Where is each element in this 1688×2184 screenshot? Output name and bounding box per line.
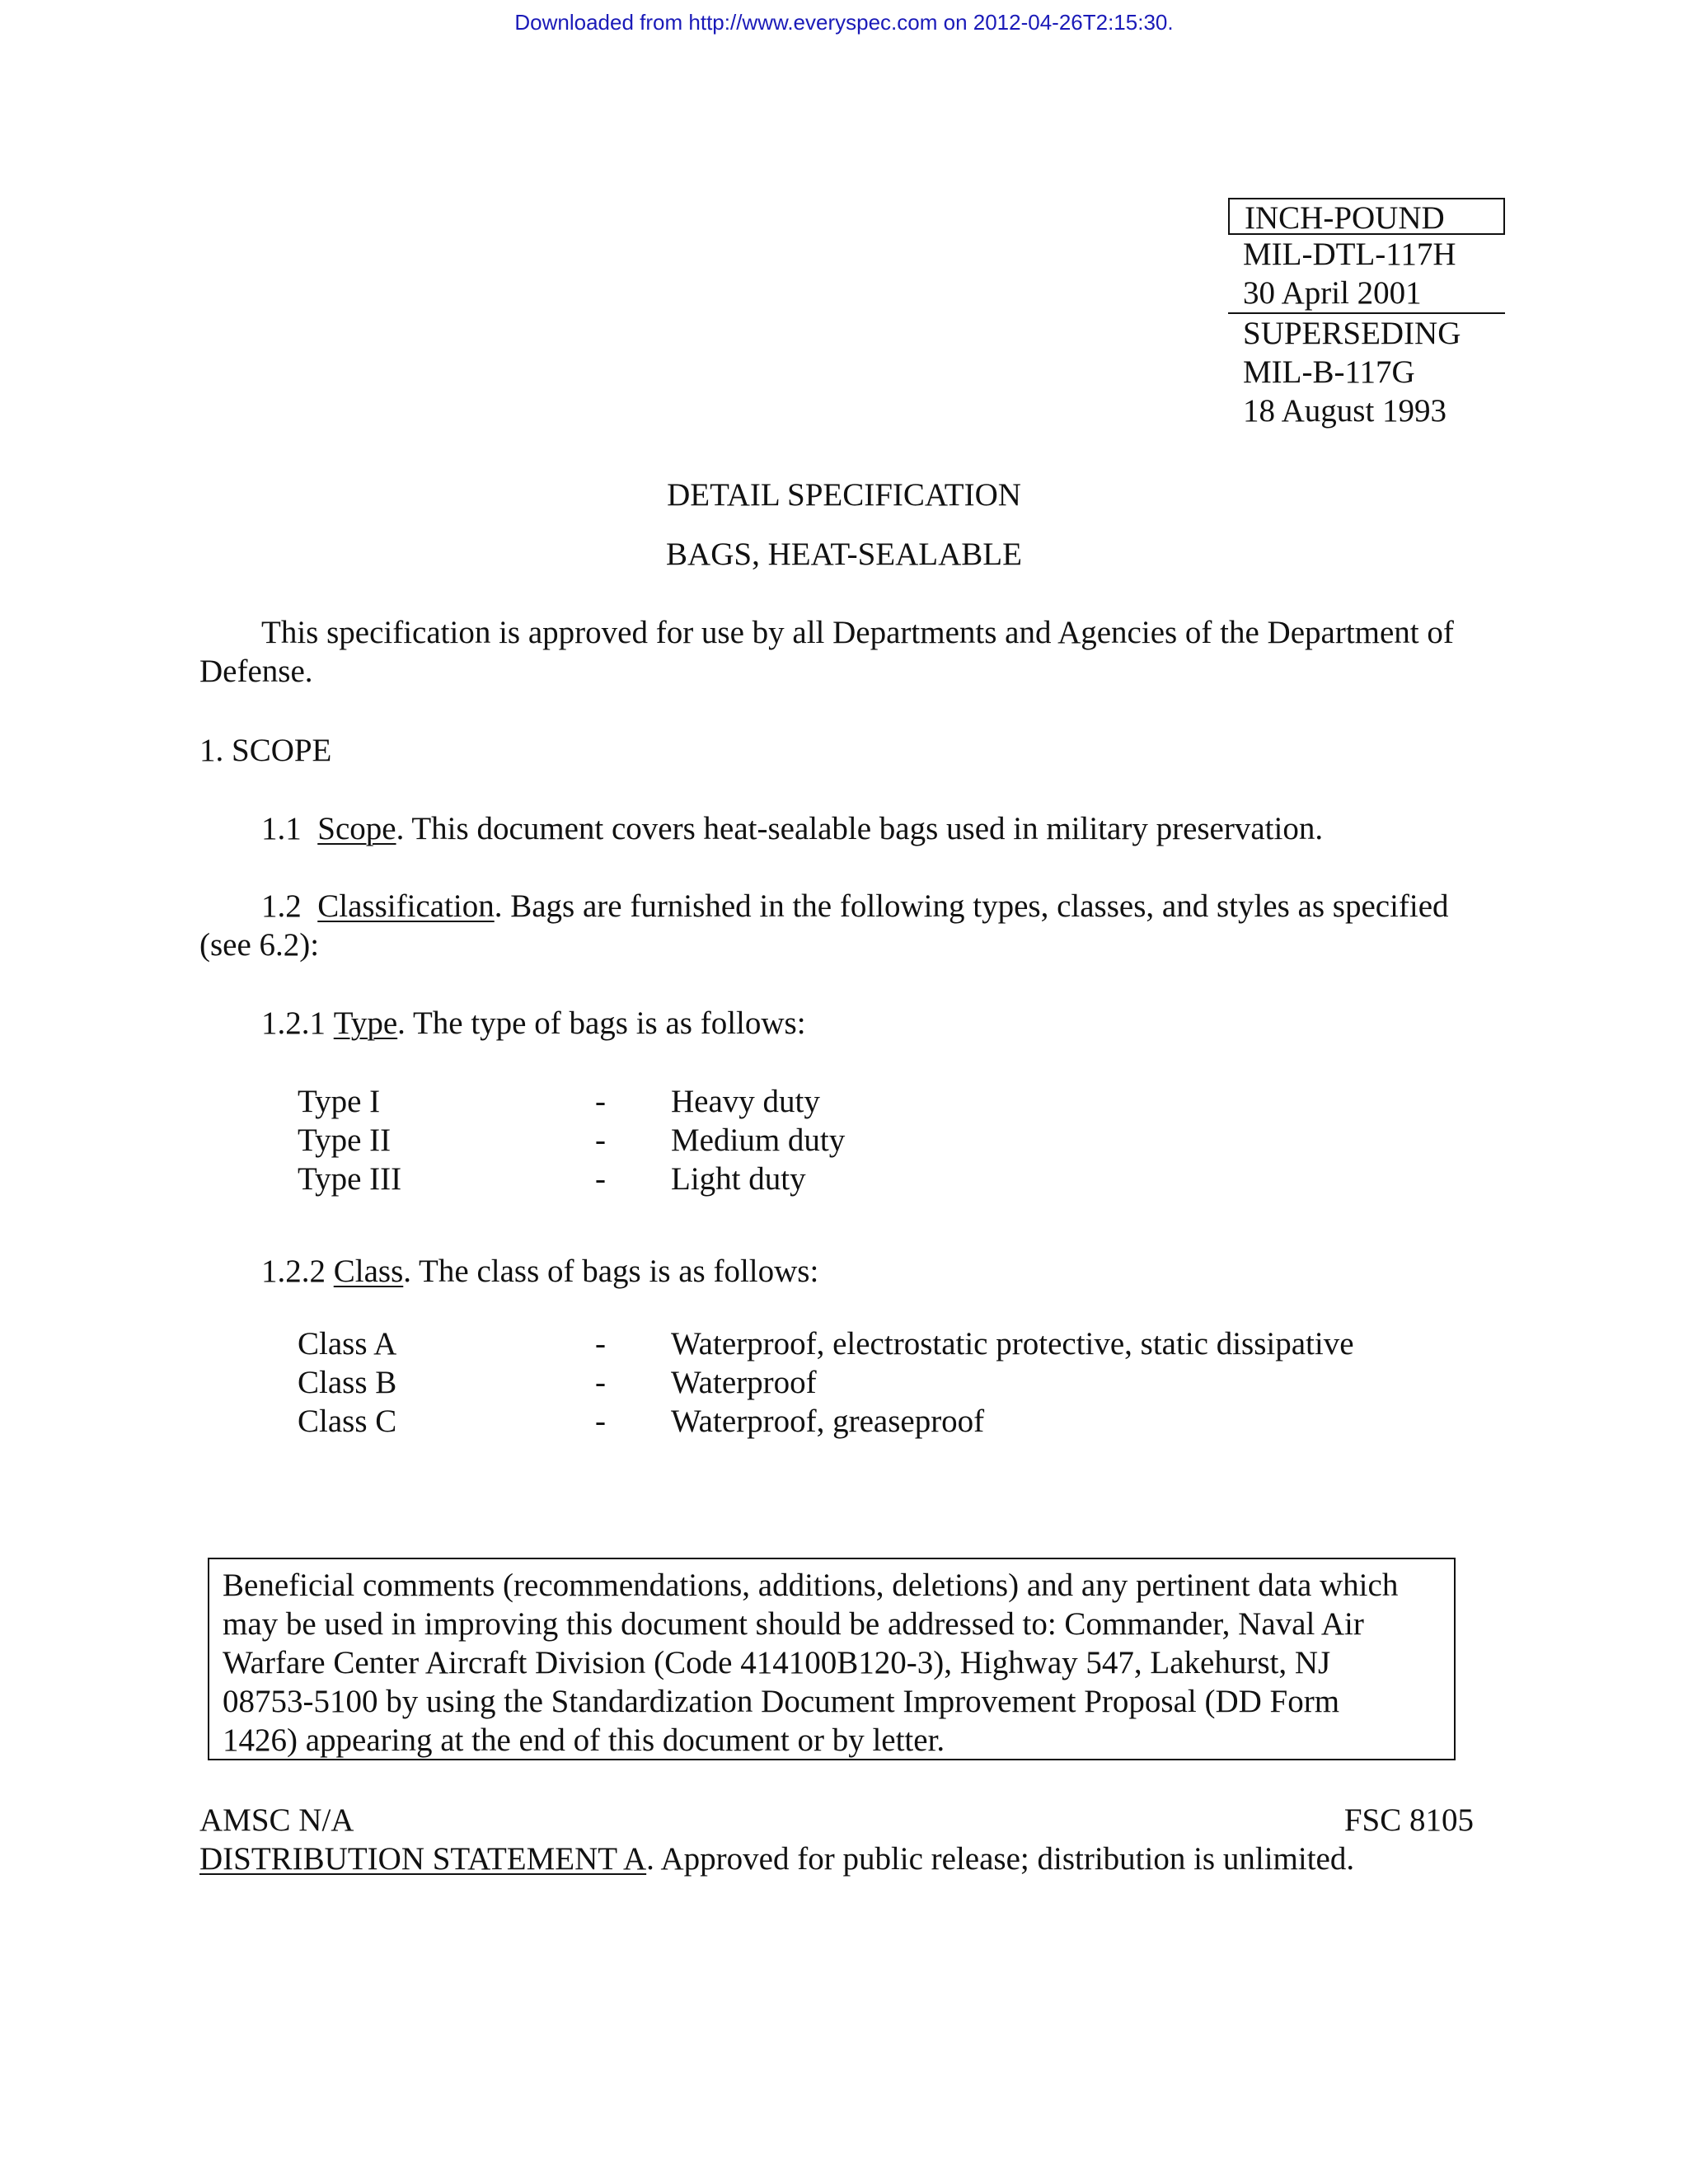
inch-pound-label: INCH-POUND	[1228, 198, 1505, 235]
paragraph-1-2-2-class	[199, 1252, 1485, 1291]
dash-separator: -	[595, 1404, 606, 1439]
paragraph-text-continued: (see 6.2):	[199, 927, 320, 963]
footer-codes	[199, 1801, 1474, 1840]
superseding-label: SUPERSEDING	[1243, 316, 1461, 351]
approval-line-2: Defense.	[199, 654, 313, 689]
approval-line-1: This specification is approved for use by all Departments and Agencies of the Department of	[261, 615, 1454, 650]
paragraph-text: . Bags are furnished in the following types, classes, and styles as specified	[494, 888, 1449, 924]
paragraph-number: 1.2.2	[261, 1254, 326, 1289]
class-description: Waterproof, greaseproof	[671, 1404, 985, 1439]
amsc-code: AMSC N/A	[199, 1802, 354, 1838]
distribution-label: DISTRIBUTION STATEMENT A	[199, 1841, 647, 1877]
paragraph-label: Classification	[317, 888, 495, 924]
type-description: Heavy duty	[671, 1084, 820, 1119]
type-name: Type III	[298, 1161, 402, 1197]
comments-line: 08753-5100 by using the Standardization Document Improvement Proposal (DD Form	[223, 1684, 1340, 1719]
type-name: Type II	[298, 1122, 392, 1158]
paragraph-1-1-scope	[199, 809, 1485, 848]
class-name: Class A	[298, 1326, 397, 1361]
paragraph-1-2-1-type	[199, 1004, 1485, 1043]
document-identifier-block	[1228, 198, 1505, 430]
specification-type-title: DETAIL SPECIFICATION	[667, 477, 1021, 513]
paragraph-1-2-classification	[199, 887, 1485, 964]
class-name: Class B	[298, 1365, 397, 1400]
comments-line: Beneficial comments (recommendations, additions, deletions) and any pertinent data which	[223, 1568, 1399, 1603]
paragraph-label: Class	[333, 1254, 404, 1289]
dash-separator: -	[595, 1084, 606, 1119]
document-date: 30 April 2001	[1228, 274, 1505, 314]
paragraph-number: 1.2.1	[261, 1005, 326, 1041]
type-name: Type I	[298, 1084, 381, 1119]
paragraph-number: 1.2	[261, 888, 302, 924]
beneficial-comments-box	[208, 1558, 1456, 1760]
section-heading-scope: 1. SCOPE	[199, 733, 332, 768]
comments-line: 1426) appearing at the end of this document or by letter.	[223, 1722, 945, 1758]
approval-statement	[199, 613, 1485, 691]
type-description: Medium duty	[671, 1122, 846, 1158]
type-description: Light duty	[671, 1161, 806, 1197]
document-number: MIL-DTL-117H	[1243, 237, 1456, 272]
class-description: Waterproof	[671, 1365, 817, 1400]
superseded-document-number: MIL-B-117G	[1243, 354, 1415, 390]
download-source-note: Downloaded from http://www.everyspec.com on 2012-04-26T2:15:30.	[514, 10, 1174, 35]
paragraph-label: Scope	[317, 811, 396, 846]
fsc-code: FSC 8105	[1343, 1802, 1474, 1838]
dash-separator: -	[595, 1122, 606, 1158]
dash-separator: -	[595, 1326, 606, 1361]
paragraph-text: . This document covers heat-sealable bags used in military preservation.	[396, 811, 1324, 846]
distribution-statement	[199, 1840, 1354, 1878]
class-description: Waterproof, electrostatic protective, static dissipative	[671, 1326, 1354, 1361]
paragraph-number: 1.1	[261, 811, 302, 846]
distribution-text: . Approved for public release; distribution is unlimited.	[646, 1841, 1355, 1877]
dash-separator: -	[595, 1365, 606, 1400]
class-name: Class C	[298, 1404, 397, 1439]
paragraph-text: . The type of bags is as follows:	[397, 1005, 806, 1041]
paragraph-label: Type	[333, 1005, 398, 1041]
superseded-document-date: 18 August 1993	[1243, 393, 1447, 429]
specification-subject-title: BAGS, HEAT-SEALABLE	[666, 537, 1022, 572]
paragraph-text: . The class of bags is as follows:	[403, 1254, 819, 1289]
dash-separator: -	[595, 1161, 606, 1197]
comments-line: Warfare Center Aircraft Division (Code 414100B120-3), Highway 547, Lakehurst, NJ	[223, 1645, 1331, 1680]
comments-line: may be used in improving this document should be addressed to: Commander, Naval Air	[223, 1606, 1364, 1642]
